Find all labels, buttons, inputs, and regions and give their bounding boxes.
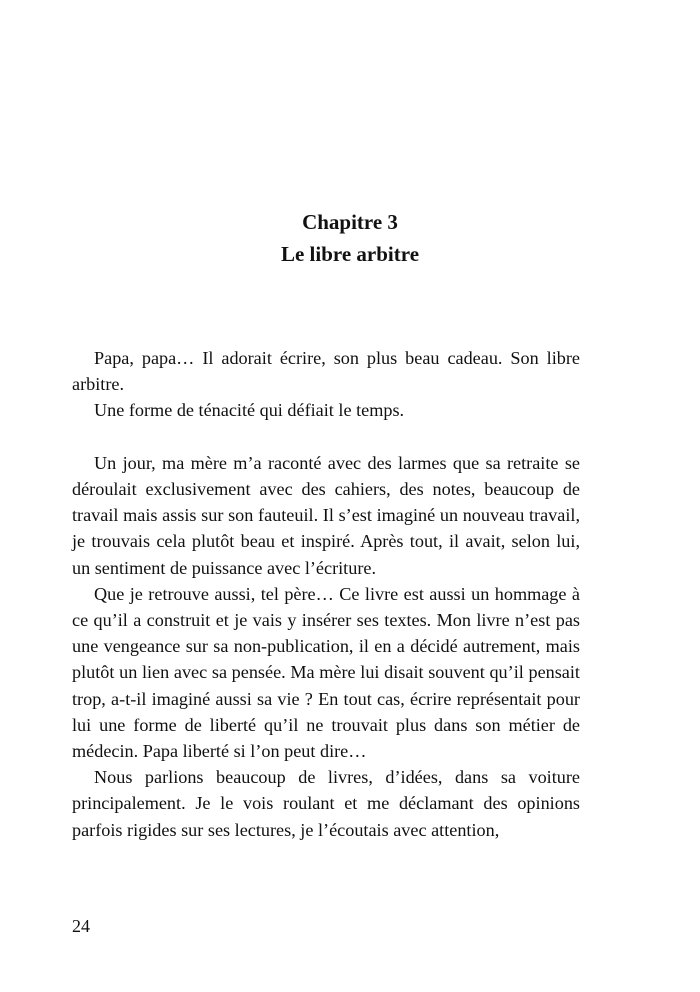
chapter-number: Chapitre 3 [302, 210, 398, 234]
paragraph: Nous parlions beaucoup de livres, d’idées, dans sa voiture principalement. Je le vois roulant et me déclamant des opinions parfois rigides sur ses lectures, je l’écoutais avec attention, [72, 767, 580, 840]
paragraph: Papa, papa… Il adorait écrire, son plus beau cadeau. Son libre arbitre. [72, 348, 580, 395]
chapter-title: Le libre arbitre [280, 242, 420, 266]
chapter-heading [0, 206, 700, 270]
paragraph: Une forme de ténacité qui défiait le temps. [94, 400, 405, 421]
page-number: 24 [72, 916, 90, 936]
chapter-body [72, 345, 580, 843]
paragraph: Que je retrouve aussi, tel père… Ce livre est aussi un hommage à ce qu’il a construit et je vais y insérer ses textes. Mon livre n’est pas une vengeance sur sa non-publication, il en a décidé autrement, mais plutôt un lien avec sa pensée. Ma mère lui disait souvent qu’il pensait trop, a-t-il imaginé aussi sa vie ? En tout cas, écrire représentait pour lui une forme de liberté qu’il ne trouvait plus dans son métier de médecin. Papa liberté si l’on peut dire… [72, 583, 580, 762]
paragraph-gap [72, 424, 580, 450]
paragraph: Un jour, ma mère m’a raconté avec des larmes que sa retraite se déroulait exclusivement avec des cahiers, des notes, beaucoup de travail mais assis sur son fauteuil. Il s’est imaginé un nouveau travail, je trouvais cela plutôt beau et inspiré. Après tout, il avait, selon lui, un sentiment de puissance avec l’écriture. [72, 452, 580, 578]
